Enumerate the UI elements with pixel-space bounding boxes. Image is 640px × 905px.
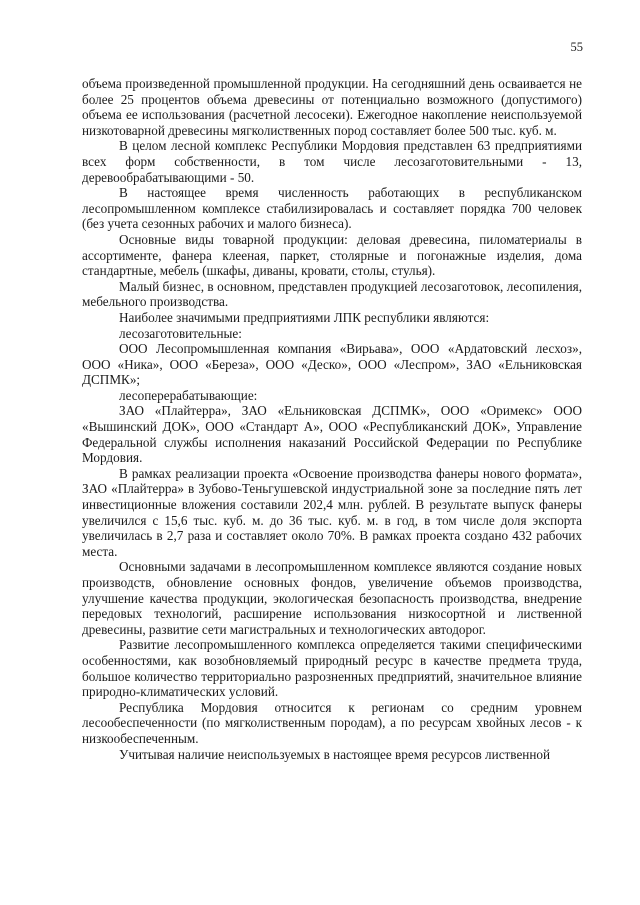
paragraph-logging-heading: лесозаготовительные: xyxy=(119,325,242,341)
page-number: 55 xyxy=(570,40,583,54)
paragraph-plywood-project: В рамках реализации проекта «Освоение производства фанеры нового формата», ЗАО «Плайтерра» в Зубово-Теньгушевской индустриальной зоне за последние пять лет инвестиционные вложения составили 202,4 млн. рублей. В результате выпуск фанеры увеличился с 15,6 тыс. куб. м. до 36 тыс. куб. м. в год, в том числе доля экспорта увеличилась в 2,7 раза и составляет около 70%. В рамках проекта создано 432 рабочих места. xyxy=(82,465,582,559)
paragraph-development-specifics: Развитие лесопромышленного комплекса определяется такими специфическими особенностями, как возобновляемый природный ресурс в качестве предмета труда, большое количество территориально разрозненных предприятий, значительное влияние природно-климатических условий. xyxy=(82,637,582,700)
paragraph-continuation: объема произведенной промышленной продукции. На сегодняшний день осваивается не более 25 процентов объема древесины от потенциально возможного (допустимого) объема ее использования (расчетной лесосеки). Ежегодное накопление неиспользуемой низкотоварной древесины мягколиственных пород составляет более 500 тыс. куб. м. xyxy=(82,76,582,138)
paragraph-small-business: Малый бизнес, в основном, представлен продукцией лесозаготовок, лесопиления, мебельного производства. xyxy=(82,278,582,310)
paragraph-processing-list: ЗАО «Плайтерра», ЗАО «Ельниковская ДСПМК», ООО «Оримекс» ООО «Вышинский ДОК», ООО «Стандарт А», ООО «Республиканский ДОК», Управление Федеральной службы исполнения наказаний Российской Федерации по Республике Мордовия. xyxy=(82,403,582,466)
paragraph-unused-resources: Учитывая наличие неиспользуемых в настоящее время ресурсов лиственной xyxy=(119,746,551,762)
paragraph-forest-complex: В целом лесной комплекс Республики Мордовия представлен 63 предприятиями всех форм собственности, в том числе лесозаготовительными - 13, деревообрабатывающими - 50. xyxy=(82,138,582,185)
paragraph-products: Основные виды товарной продукции: деловая древесина, пиломатериалы в ассортименте, фанера клееная, паркет, столярные и погонажные изделия, дома стандартные, мебель (шкафы, диваны, кровати, столы, стулья). xyxy=(82,231,582,279)
paragraph-processing-heading: лесоперерабатывающие: xyxy=(119,387,258,403)
paragraph-employment: В настоящее время численность работающих в республиканском лесопромышленном комплексе стабилизировалась и составляет порядка 700 человек (без учета сезонных рабочих и малого бизнеса). xyxy=(82,185,582,232)
paragraph-main-tasks: Основными задачами в лесопромышленном комплексе являются создание новых производств, обновление основных фондов, увеличение объемов производства, улучшение качества продукции, экологическая безопасность производства, внедрение передовых технологий, расширение использования низкосортной и лиственной древесины, развитие сети магистральных и технологических автодорог. xyxy=(82,559,582,637)
paragraph-logging-list: ООО Лесопромышленная компания «Вирьава», ООО «Ардатовский лесхоз», ООО «Ника», ООО «Береза», ООО «Деско», ООО «Леспром», ЗАО «Ельниковская ДСПМК»; xyxy=(82,341,582,388)
paragraph-key-enterprises-intro: Наиболее значимыми предприятиями ЛПК республики являются: xyxy=(119,309,490,325)
paragraph-forest-supply: Республика Мордовия относится к регионам со средним уровнем лесообеспеченности (по мягколиственным породам), а по ресурсам хвойных лесов - к низкообеспеченным. xyxy=(82,699,582,746)
document-body xyxy=(82,76,582,762)
